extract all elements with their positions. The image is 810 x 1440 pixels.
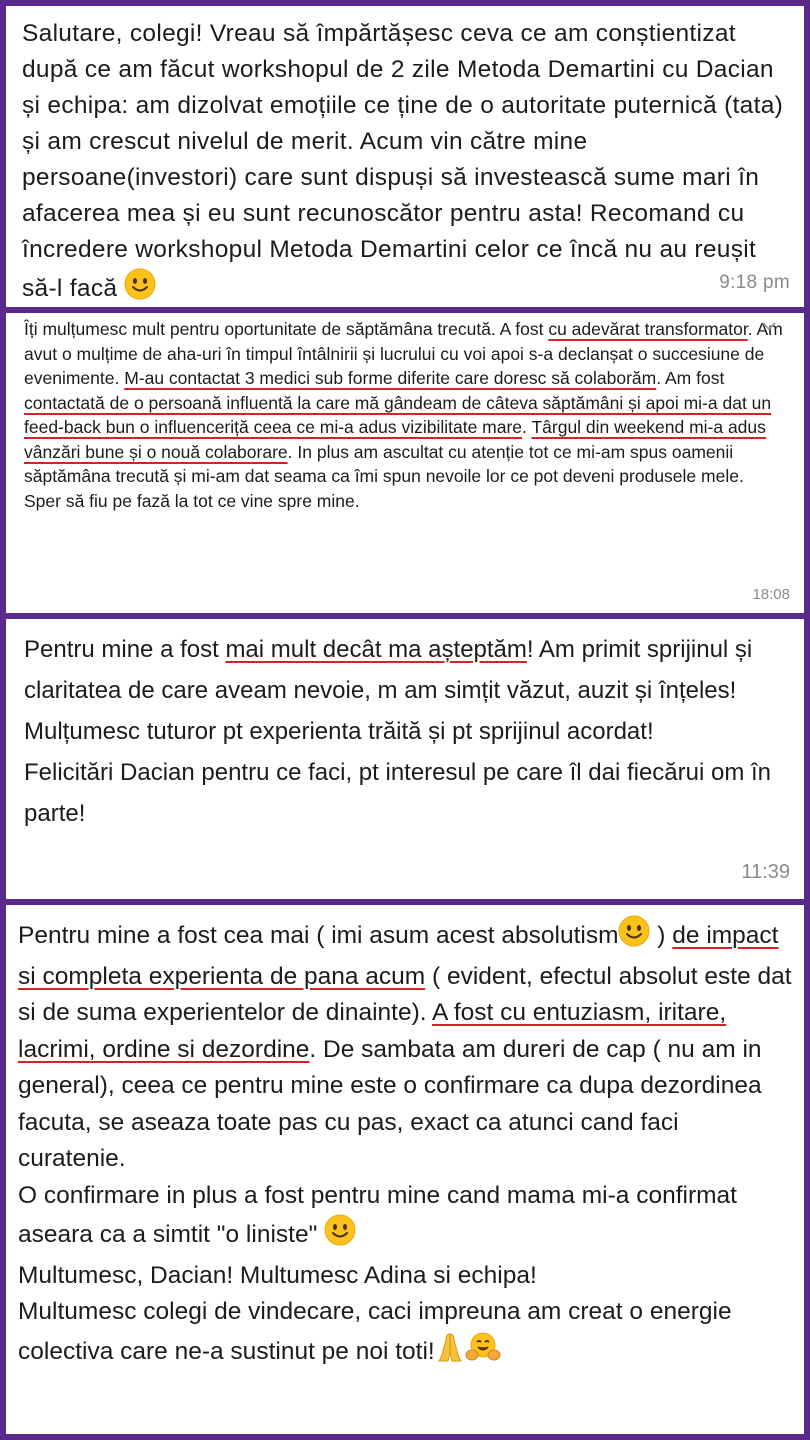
chat-message-2: [6, 313, 804, 613]
message-timestamp: 18:08: [752, 585, 790, 603]
chat-message-4: [6, 905, 804, 1434]
underlined-phrase: de impact si completa experienta de pana acum: [18, 922, 779, 990]
chat-message-1: [6, 6, 804, 307]
folded-hands-icon: [435, 1331, 465, 1375]
slightly-smiling-face-icon: [618, 915, 650, 959]
message-text: Sper să fiu pe fază la tot ce vine spre mine.: [24, 490, 360, 511]
message-text: Multumesc, Dacian! Multumesc Adina si echipa!: [18, 1261, 537, 1289]
message-text: Felicitări Dacian pentru ce faci, pt interesul pe care îl dai fiecărui om în parte!: [24, 759, 772, 827]
message-text: Pentru mine a fost cea mai ( imi asum acest absolutism ) de impact si completa experienta de pana acum ( evident, efectul absolut este dat si de suma experientelor de dinainte). A fost cu entuziasm, iritare, lacrimi, ordine si dezordine. De sambata am dureri de cap ( nu am in general), ceea ce pentru mine este o confirmare ca dupa dezordinea facuta, se aseaza toate pas cu pas, exact ca atunci cand faci curatenie.: [18, 915, 792, 1178]
slightly-smiling-face-icon: [324, 1214, 356, 1258]
hugging-face-icon: [465, 1331, 501, 1375]
underlined-phrase: A fost cu entuziasm, iritare, lacrimi, ordine si dezordine: [18, 999, 727, 1063]
message-text: Pentru mine a fost mai mult decât ma așteptăm! Am primit sprijinul și claritatea de care aveam nevoie, m am simțit văzut, auzit și înțeles!: [24, 636, 753, 704]
chat-message-3: [6, 619, 804, 899]
slightly-smiling-face-icon: [124, 268, 156, 307]
underlined-phrase: M-au contactat 3 medici sub forme diferite care doresc să colaborăm: [124, 368, 657, 388]
message-timestamp: 11:39: [741, 861, 790, 883]
message-timestamp: 9:18 pm: [719, 272, 790, 293]
underlined-phrase: cu adevărat transformator: [548, 319, 748, 339]
underlined-phrase: contactată de o persoană influentă la care mă gândeam de câteva săptămâni și apoi mi-a dat un feed-back bun o influenceriță ceea ce mi-a adus vizibilitate mare: [24, 392, 772, 437]
underlined-phrase: Târgul din weekend mi-a adus vânzări bune și o nouă colaborare: [24, 417, 766, 462]
message-text: Salutare, colegi! Vreau să împărtășesc ceva ce am conștientizat după ce am făcut workshopul de 2 zile Metoda Demartini cu Dacian și echipa: am dizolvat emoțiile ce ține de o autoritate puternică (tata) și am crescut nivelul de merit. Acum vin către mine persoane(investori) care sunt dispuși să investească sume mari în afacerea mea și eu sunt recunoscător pentru asta! Recomand cu încredere workshopul Metoda Demartini celor ce încă nu au reușit să-l facă: [22, 16, 788, 307]
message-text: O confirmare in plus a fost pentru mine cand mama mi-a confirmat aseara ca a simtit "o liniste": [18, 1178, 792, 1258]
message-text: Mulțumesc tuturor pt experienta trăită și pt sprijinul acordat!: [24, 718, 654, 745]
message-text: Îți mulțumesc mult pentru oportunitate de săptămâna trecută. A fost cu adevărat transformator. Am avut o mulțime de aha-uri în timpul întâlnirii și lucrului cu voi apoi s-a declanșat o succesiune de evenimente. M-au contactat 3 medici sub forme diferite care doresc să colaborăm. Am fost contactată de o persoană influentă la care mă gândeam de câteva săptămâni și apoi mi-a dat un feed-back bun o influenceriță ceea ce mi-a adus vizibilitate mare. Târgul din weekend mi-a adus vânzări bune și o nouă colaborare. In plus am ascultat cu atenție tot ce mi-am spus oamenii săptămâna trecută și mi-am dat seama ca îmi spun nevoile lor ce pot deveni produsele mele.: [24, 319, 783, 486]
chevron-down-icon[interactable]: [762, 321, 776, 331]
underlined-phrase: mai mult decât ma așteptăm: [225, 636, 527, 663]
message-text: Multumesc colegi de vindecare, caci impreuna am creat o energie colectiva care ne-a sustinut pe noi toti!: [18, 1294, 792, 1374]
